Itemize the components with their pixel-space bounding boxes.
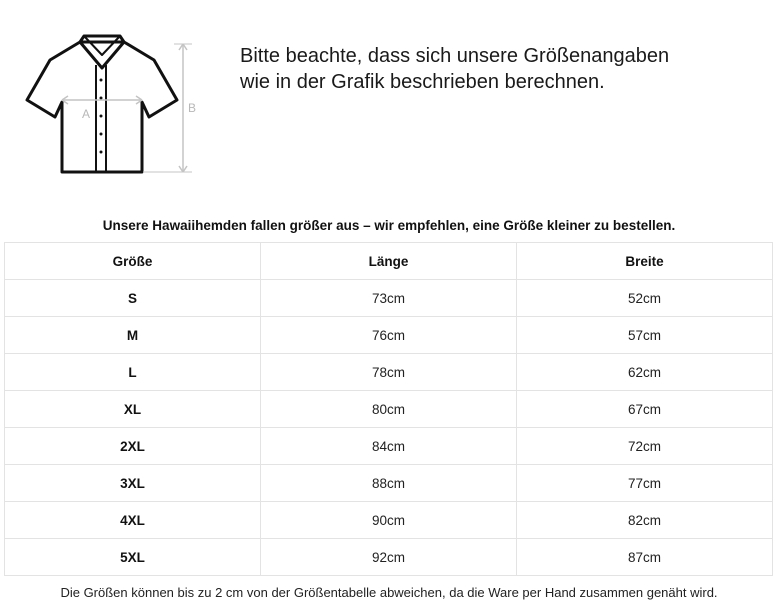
length-cell: 84cm [261,428,517,465]
size-cell: M [5,317,261,354]
measure-label-b: B [188,101,197,115]
size-cell: XL [5,391,261,428]
size-cell: L [5,354,261,391]
length-cell: 73cm [261,280,517,317]
shirt-icon [22,30,212,180]
length-cell: 76cm [261,317,517,354]
table-row [5,428,773,465]
intro-line-1: Bitte beachte, dass sich unsere Größenangaben [240,45,670,67]
length-cell: 88cm [261,465,517,502]
length-cell: 92cm [261,539,517,576]
table-row [5,317,773,354]
size-cell: 5XL [5,539,261,576]
table-row [5,280,773,317]
width-cell: 87cm [517,539,773,576]
size-cell: 4XL [5,502,261,539]
size-cell: 3XL [5,465,261,502]
size-chart-table [4,242,773,576]
width-cell: 72cm [517,428,773,465]
header-length: Länge [261,243,517,280]
size-cell: 2XL [5,428,261,465]
length-cell: 90cm [261,502,517,539]
length-cell: 80cm [261,391,517,428]
table-row [5,539,773,576]
size-cell: S [5,280,261,317]
fit-notice: Unsere Hawaiihemden fallen größer aus – wir empfehlen, eine Größe kleiner zu bestellen. [102,218,676,233]
table-row [5,502,773,539]
width-cell: 77cm [517,465,773,502]
table-header-row [5,243,773,280]
intro-line-2: wie in der Grafik beschrieben berechnen. [240,71,605,93]
measure-label-a: A [82,107,91,121]
shirt-measurement-diagram [22,30,212,180]
header-size: Größe [5,243,261,280]
table-row [5,465,773,502]
width-cell: 52cm [517,280,773,317]
intro-text [240,43,760,95]
table-row [5,391,773,428]
width-cell: 62cm [517,354,773,391]
width-cell: 67cm [517,391,773,428]
width-cell: 57cm [517,317,773,354]
length-cell: 78cm [261,354,517,391]
header-width: Breite [517,243,773,280]
table-row [5,354,773,391]
width-cell: 82cm [517,502,773,539]
footnote: Die Größen können bis zu 2 cm von der Größentabelle abweichen, da die Ware per Hand zusammen genäht wird. [60,585,718,600]
